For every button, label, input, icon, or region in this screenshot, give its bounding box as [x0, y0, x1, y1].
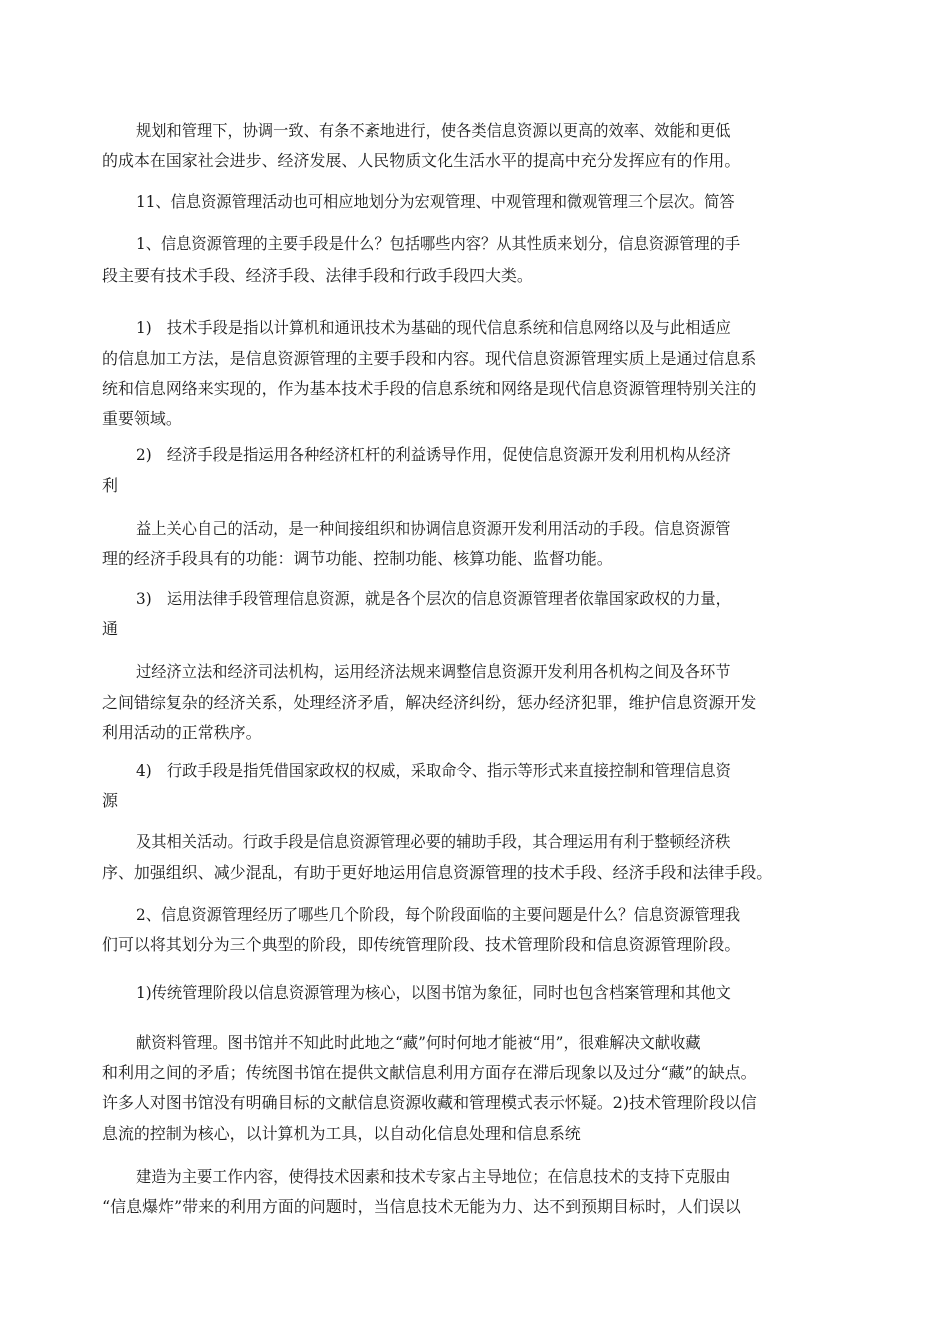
paragraph-line: 益上关心自己的活动，是一种间接组织和协调信息资源开发利用活动的手段。信息资源管 [136, 519, 731, 538]
paragraph-line: 的信息加工方法，是信息资源管理的主要手段和内容。现代信息资源管理实质上是通过信息系 [102, 349, 757, 368]
paragraph-line: 息流的控制为核心，以计算机为工具，以自动化信息处理和信息系统 [102, 1124, 581, 1143]
paragraph-line: 2) 经济手段是指运用各种经济杠杆的利益诱导作用，促使信息资源开发利用机构从经济 [136, 445, 731, 464]
paragraph-line: 统和信息网络来实现的，作为基本技术手段的信息系统和网络是现代信息资源管理特别关注的 [102, 379, 757, 398]
paragraph-line: 献资料管理。图书馆并不知此时此地之“藏”何时何地才能被“用”，很难解决文献收藏 [136, 1033, 701, 1052]
paragraph-line: 的成本在国家社会进步、经济发展、人民物质文化生活水平的提高中充分发挥应有的作用。 [102, 151, 741, 170]
paragraph-line: “信息爆炸”带来的利用方面的问题时，当信息技术无能为力、达不到预期目标时，人们误以 [102, 1197, 741, 1216]
paragraph-line: 及其相关活动。行政手段是信息资源管理必要的辅助手段，其合理运用有利于整顿经济秩 [136, 832, 731, 851]
paragraph-line: 段主要有技术手段、经济手段、法律手段和行政手段四大类。 [102, 266, 533, 285]
paragraph-line: 重要领域。 [102, 409, 182, 428]
paragraph-line: 通 [102, 619, 118, 638]
paragraph-line: 理的经济手段具有的功能：调节功能、控制功能、核算功能、监督功能。 [102, 549, 613, 568]
paragraph-line: 建造为主要工作内容，使得技术因素和技术专家占主导地位；在信息技术的支持下克服由 [136, 1167, 731, 1186]
paragraph-line: 2、信息资源管理经历了哪些几个阶段，每个阶段面临的主要问题是什么？信息资源管理我 [136, 905, 741, 924]
paragraph-line: 1)传统管理阶段以信息资源管理为核心，以图书馆为象征，同时也包含档案管理和其他文 [136, 983, 731, 1002]
paragraph-line: 规划和管理下，协调一致、有条不紊地进行，使各类信息资源以更高的效率、效能和更低 [136, 121, 731, 140]
paragraph-line: 4) 行政手段是指凭借国家政权的权威，采取命令、指示等形式来直接控制和管理信息资 [136, 761, 731, 780]
paragraph-line: 1、信息资源管理的主要手段是什么？包括哪些内容？从其性质来划分，信息资源管理的手 [136, 234, 741, 253]
paragraph-line: 利 [102, 476, 118, 495]
paragraph-line: 1) 技术手段是指以计算机和通讯技术为基础的现代信息系统和信息网络以及与此相适应 [136, 318, 731, 337]
paragraph-line: 3) 运用法律手段管理信息资源，就是各个层次的信息资源管理者依靠国家政权的力量， [136, 589, 731, 608]
paragraph-line: 之间错综复杂的经济关系，处理经济矛盾，解决经济纠纷，惩办经济犯罪，维护信息资源开发 [102, 693, 757, 712]
paragraph-line: 过经济立法和经济司法机构，运用经济法规来调整信息资源开发利用各机构之间及各环节 [136, 662, 731, 681]
paragraph-line: 利用活动的正常秩序。 [102, 723, 262, 742]
paragraph-line: 源 [102, 791, 118, 810]
paragraph-line: 11、信息资源管理活动也可相应地划分为宏观管理、中观管理和微观管理三个层次。简答 [136, 192, 735, 211]
paragraph-line: 和利用之间的矛盾；传统图书馆在提供文献信息利用方面存在滞后现象以及过分“藏”的缺点。 [102, 1063, 757, 1082]
paragraph-line: 们可以将其划分为三个典型的阶段，即传统管理阶段、技术管理阶段和信息资源管理阶段。 [102, 935, 741, 954]
paragraph-line: 许多人对图书馆没有明确目标的文献信息资源收藏和管理模式表示怀疑。2)技术管理阶段以信 [102, 1093, 757, 1112]
paragraph-line: 序、加强组织、减少混乱，有助于更好地运用信息资源管理的技术手段、经济手段和法律手段。 [102, 863, 773, 882]
